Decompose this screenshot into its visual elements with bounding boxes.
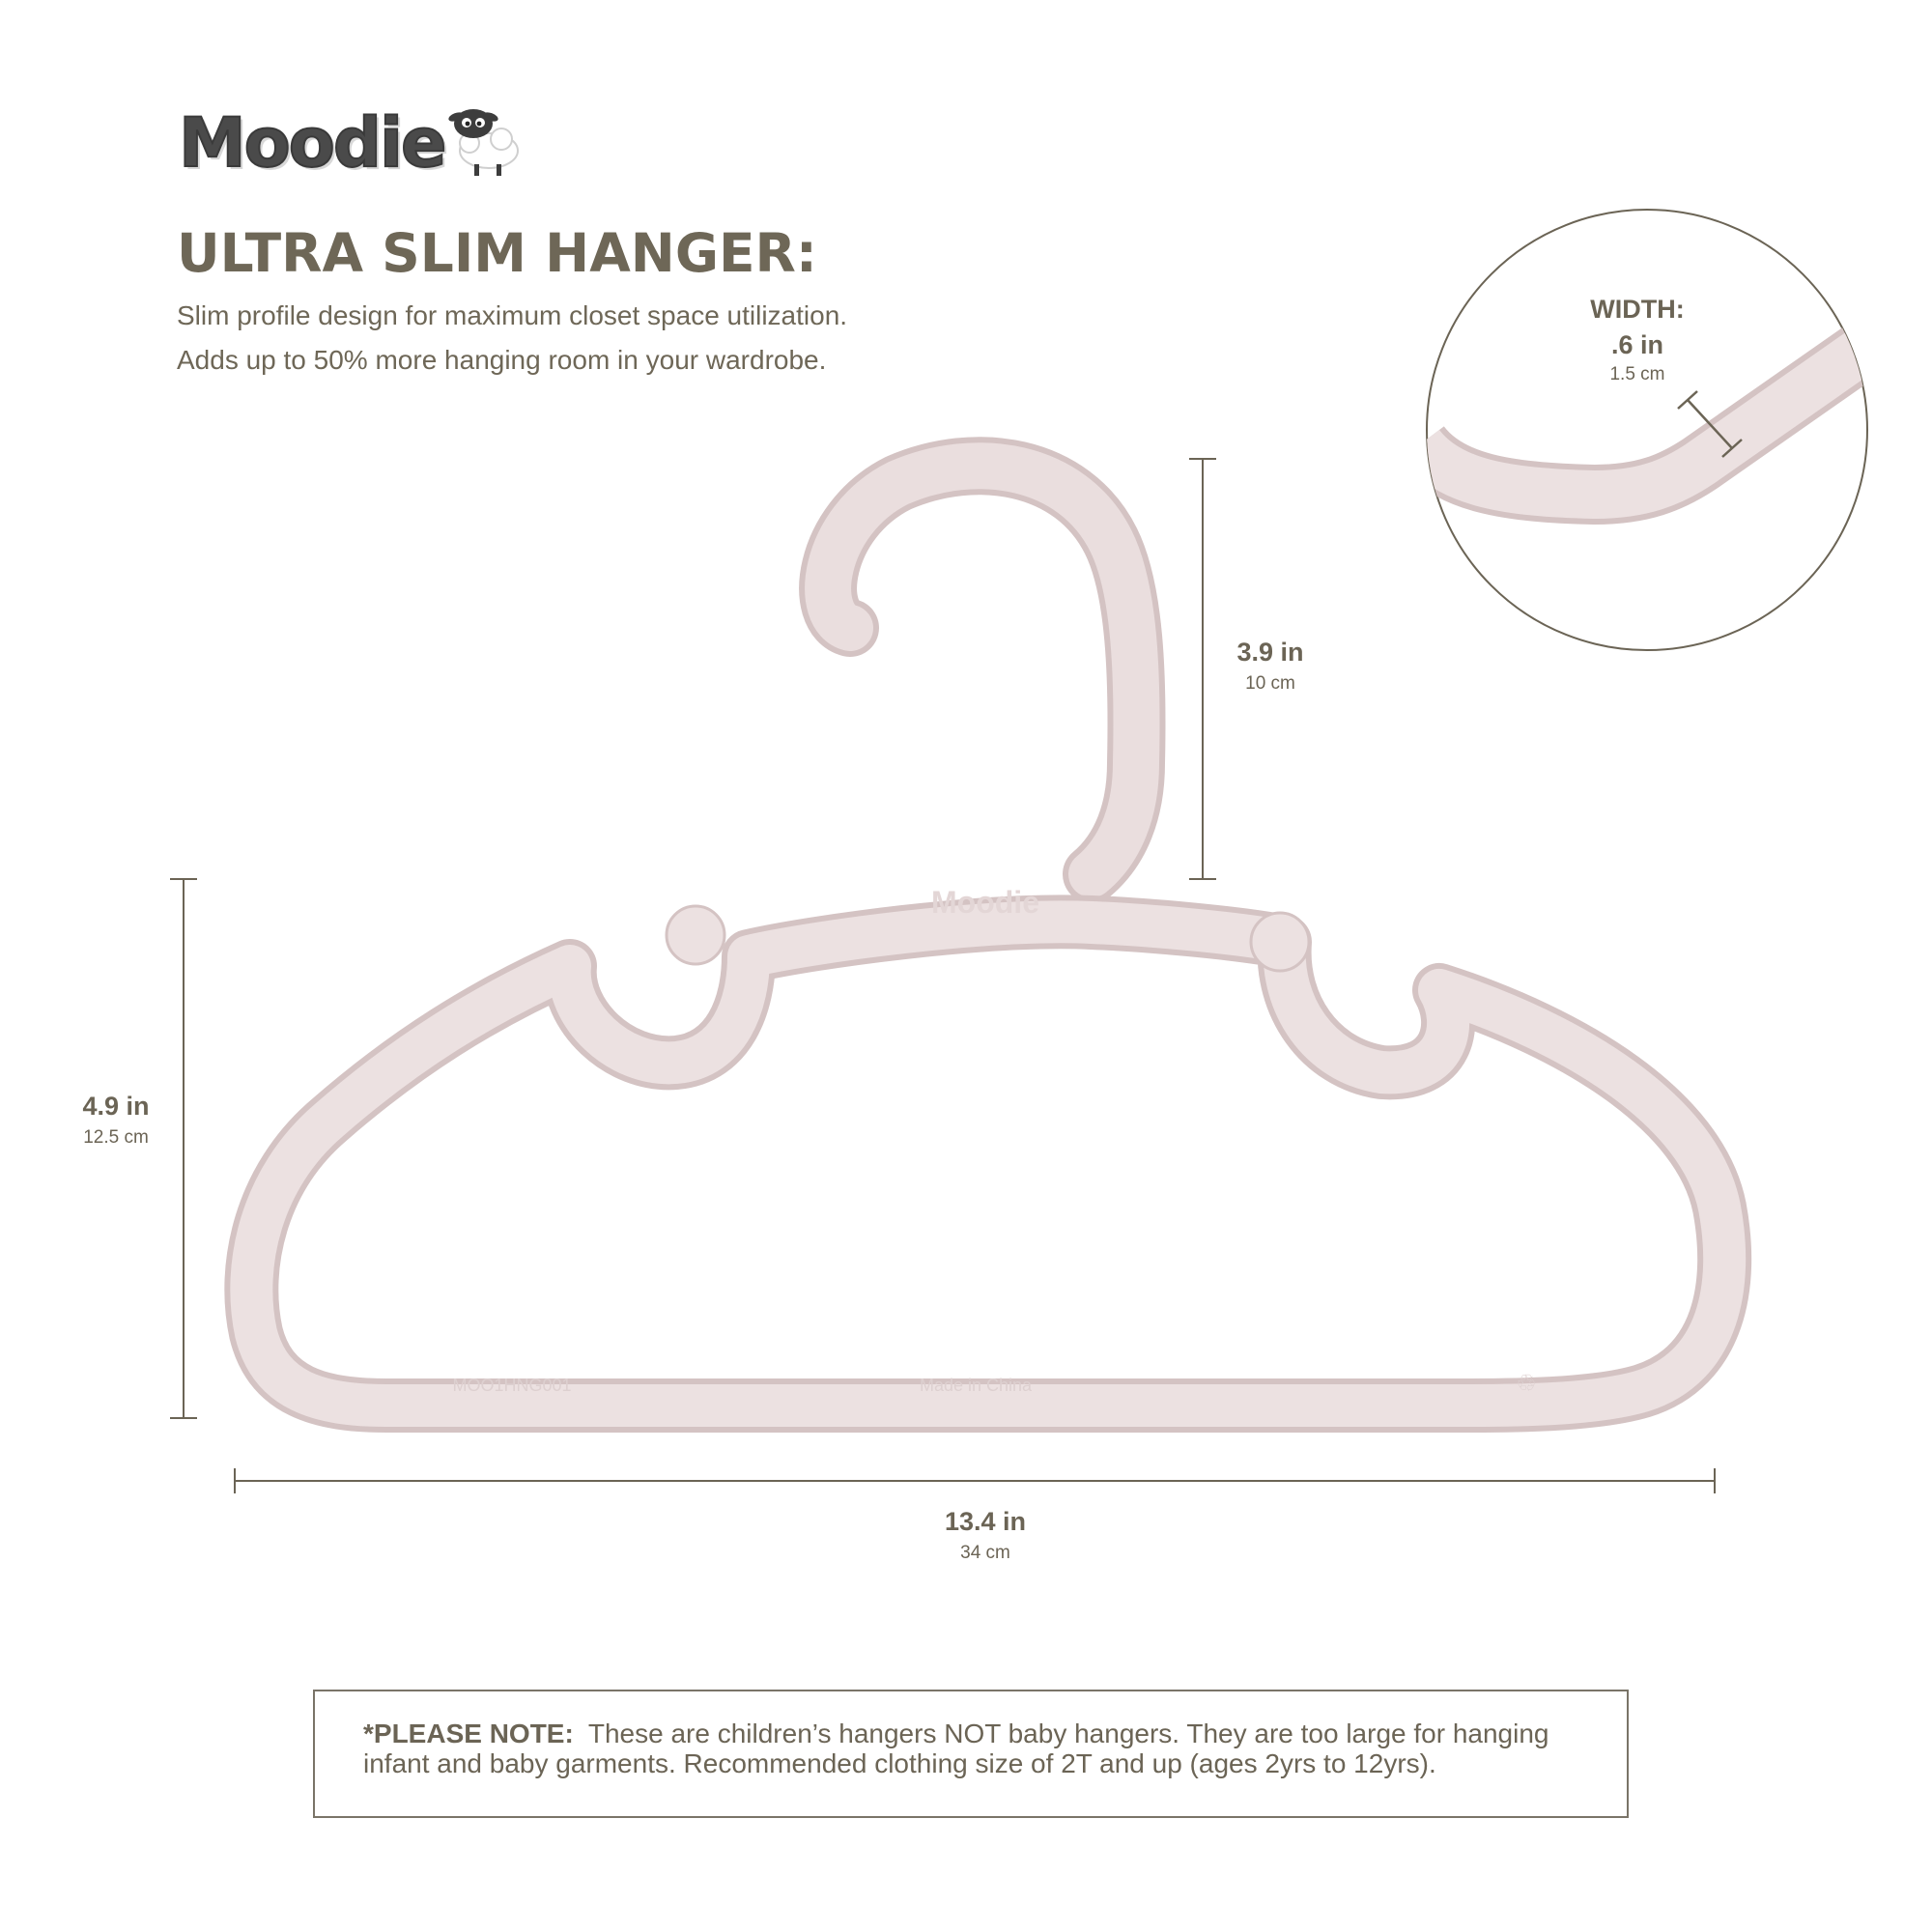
hanger-body xyxy=(251,906,1724,1406)
thickness-imperial: .6 in xyxy=(1610,330,1663,359)
total-height-imperial: 4.9 in xyxy=(82,1092,150,1121)
hook-height-label xyxy=(1208,638,1333,695)
total-height-metric: 12.5 cm xyxy=(83,1127,149,1148)
page-title: ULTRA SLIM HANGER: xyxy=(177,222,817,284)
description-line-2: Adds up to 50% more hanging room in your wardrobe. xyxy=(177,345,827,375)
width-label xyxy=(913,1507,1058,1564)
thickness-label xyxy=(1565,295,1710,385)
note-text xyxy=(363,1719,1609,1778)
hanger-hook xyxy=(828,466,1136,874)
description-line-1: Slim profile design for maximum closet space utilization. xyxy=(177,300,848,330)
thickness-detail-circle xyxy=(1420,210,1893,650)
total-height-dimension-line xyxy=(170,879,197,1418)
thickness-title: WIDTH: xyxy=(1590,295,1685,324)
width-imperial: 13.4 in xyxy=(944,1507,1027,1536)
hanger-embossed-origin: Made in China xyxy=(919,1376,1033,1395)
note-body: These are children’s hangers NOT baby hangers. They are too large for hanging infant and baby garments. Recommended clothing size of 2T and up (ages 2yrs to 12yrs). xyxy=(363,1719,1549,1778)
width-dimension-line xyxy=(235,1468,1715,1493)
recycle-icon: ♲ xyxy=(1516,1370,1537,1397)
hanger-embossed-model: MOO1HNG001 xyxy=(452,1376,572,1395)
brand-name: Moodie xyxy=(179,103,445,183)
hook-height-imperial: 3.9 in xyxy=(1236,638,1304,667)
hanger-embossed-brand: Moodie xyxy=(931,885,1039,920)
hook-height-metric: 10 cm xyxy=(1245,673,1295,694)
total-height-label xyxy=(53,1092,179,1149)
note-lead: *PLEASE NOTE: xyxy=(363,1719,574,1748)
thickness-metric: 1.5 cm xyxy=(1609,364,1665,384)
width-metric: 34 cm xyxy=(960,1543,1010,1563)
